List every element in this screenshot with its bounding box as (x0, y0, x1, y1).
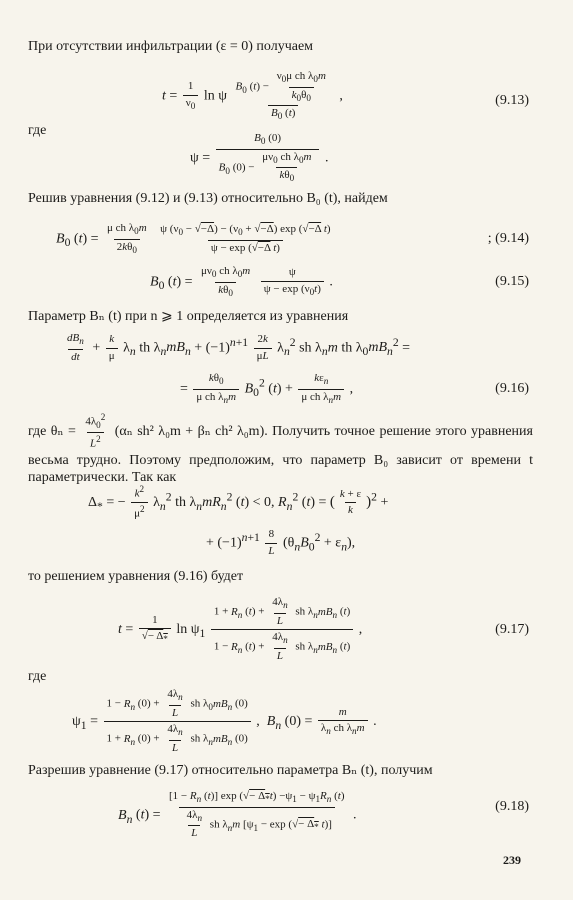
paragraph-solve-b0: Решив уравнения (9.12) и (9.13) относительно B₀ (t), найдем (28, 191, 388, 206)
equation-number-9-18: (9.18) (495, 799, 529, 814)
equation-number-9-16: (9.16) (495, 381, 529, 396)
equation-number-9-13: (9.13) (495, 93, 529, 108)
equation-number-9-15: (9.15) (495, 274, 529, 289)
equation-number-9-17: (9.17) (495, 622, 529, 637)
equation-9-16-line-1: $\frac{dB_n}{dt}$ + $\frac{k}{\mu}$ $\lambda_n$ th $\lambda_nmB_n + (-1)^{n+1}$ $\frac{2k}{\mu L}$ $\lambda_n^2$ sh $\lambda_nm$ th $\lambda_0mB_n^2$ = (67, 332, 411, 363)
equation-9-17: t = $\frac{1}{√- \Delta_*}$ $\ln \psi_1$ $1 + R_n$ (t) + $\frac{4\lambda_n}{L}$ sh $\lambda_nmB_n$ (t) $1 - R_n$ (t) + $\frac{4\lambda_n}{L}$ sh $\lambda_nmB_n$ (t) , (118, 596, 363, 663)
paragraph-parameter-bn: Параметр Bₙ (t) при n ⩾ 1 определяется из уравнения (28, 309, 349, 324)
equation-psi1: $\psi_1$ = $1 - R_n$ (0) + $\frac{4\lambda_n}{L}$ sh $\lambda_0mB_n$ (0) $1 + R_n$ (0) + $\frac{4\lambda_n}{L}$ sh $\lambda_nmB_n$ (0) , $B_n$ (0) = $\frac{m}{\lambda_n ch \lambda_nm}$ . (72, 688, 377, 755)
paragraph-intro: При отсутствии инфильтрации (ε = 0) получаем (28, 39, 314, 54)
paragraph-solution: то решением уравнения (9.16) будет (28, 569, 244, 584)
equation-number-9-14: ; (9.14) (487, 231, 529, 246)
page-number: 239 (503, 853, 521, 867)
equation-9-13: t = $\frac{1}{\nu_0}$ ln ψ $B_0$ (t) − $\frac{\nu_0\mu ch \lambda_0m}{k_0\theta_0}$ $B_0$ (t) , (162, 70, 343, 122)
theta-fraction: $\frac{4\lambda_0^2}{L^2}$ (85, 412, 106, 450)
paragraph-resolve: Разрешив уравнение (9.17) относительно параметра Bₙ (t), получим (28, 763, 433, 778)
paragraph-theta-assumption (28, 412, 533, 487)
equation-delta-line-2: + $(-1)^{n+1}$ $\frac{8}{L}$ $(\theta_nB_0^2 + \varepsilon_n)$, (206, 528, 356, 557)
equation-9-15: $B_0$ (t) = $\frac{\mu\nu_0 ch \lambda_0m}{k\theta_0}$ $\frac{\psi}{\psi - \exp (\nu_0t)}$ . (150, 265, 333, 298)
equation-psi: ψ = $B_0$ (0) $B_0$ (0) − $\frac{\mu\nu_0 ch \lambda_0m}{k\theta_0}$ . (190, 132, 329, 184)
theta-prefix: где θₙ = (28, 424, 81, 440)
theta-text: (αₙ sh² λ₀m + βₙ ch² λ₀m). Получить точное решение этого уравнения весьма трудно. Поэтому предположим, что параметр B₀ зависит от времени t параметрически. Так как (28, 424, 533, 486)
equation-delta-line-1: $\Delta_*$ = − $\frac{k^2}{\mu^2}$ $\lambda_n^2$ th $\lambda_nmR_n^2$ (t) < 0, $R_n^2$ (t) = ( $\frac{k + \varepsilon}{k}$ )$^2$ + (88, 484, 389, 521)
word-where-2: где (28, 669, 47, 684)
word-where-1: где (28, 123, 47, 138)
equation-9-18: $B_n$ (t) = [$1 - R_n$ (t)] exp (√− $\Delta_*t) -\psi_1 - \psi_1R_n$ (t) $\frac{4\lambda_n}{L}$ sh $\lambda_nm$ [$\psi_1 - \exp$ (√− $\Delta_*$ t)] . (118, 790, 357, 840)
equation-9-14: $B_0$ (t) = $\frac{\mu ch \lambda_0m}{2k\theta_0}$ $\frac{\psi (\nu_0 - √-\Delta) - (\nu_0 + √-\Delta) \exp (√-\Delta t)}{\text{ψ − exp (√−Δ t)}}$ (56, 222, 331, 255)
equation-9-16-line-2: = $\frac{k\theta_0}{\mu ch \lambda_nm}$ $B_0^2$ (t) + $\frac{k\varepsilon_n}{\mu ch \lambda_nm}$ , (180, 372, 354, 405)
